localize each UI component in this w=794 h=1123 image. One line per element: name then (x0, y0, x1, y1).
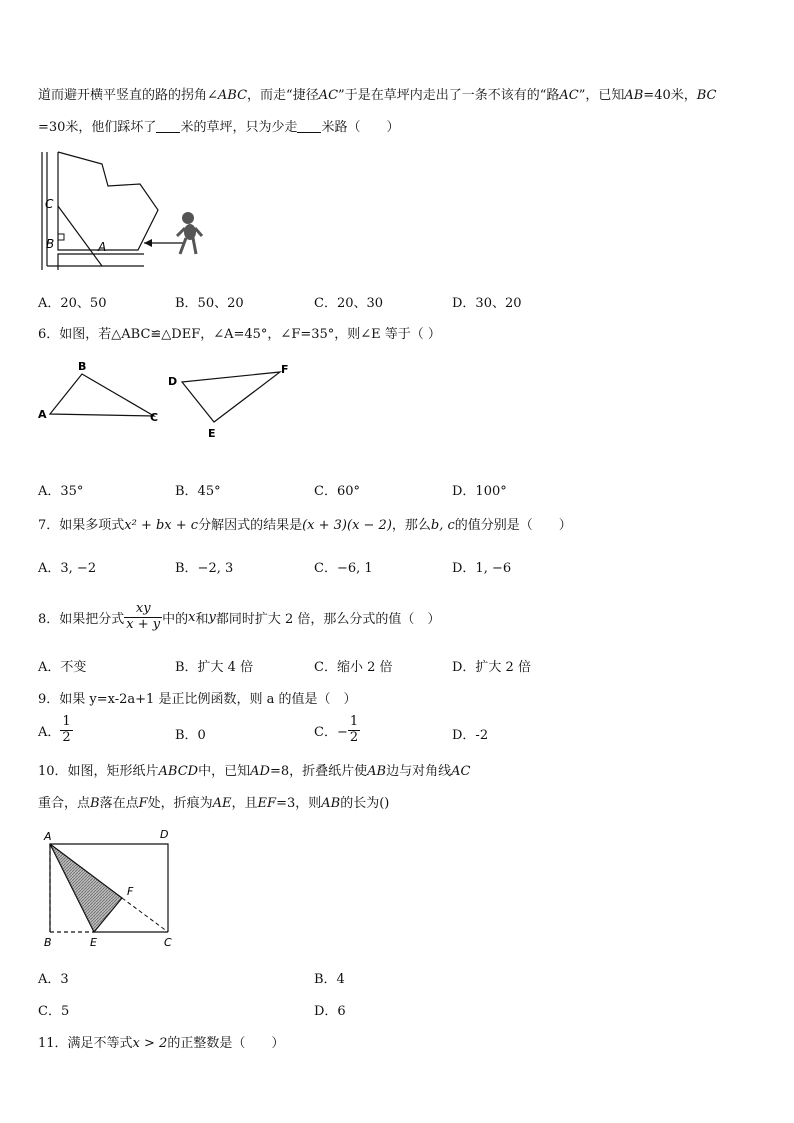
lawn-outline (58, 152, 158, 250)
path-ac (58, 206, 102, 266)
q11-stem: 11．满足不等式x > 2的正整数是（ ） (38, 1036, 285, 1051)
q6-option-c[interactable]: C．60° (314, 484, 360, 499)
q6-option-a[interactable]: A．35° (38, 484, 84, 499)
walking-person-icon (177, 212, 202, 254)
triangle-abc (50, 374, 154, 416)
q7-stem: 7．如果多项式x² + bx + c分解因式的结果是(x + 3)(x − 2)，那么b, c的值分别是（ ） (38, 518, 572, 533)
q6-triangles-figure (36, 356, 296, 444)
arrow-head (144, 239, 152, 247)
q9-option-b[interactable]: B．0 (175, 728, 206, 743)
q5-option-a[interactable]: A．20、50 (38, 296, 107, 311)
q10-line1: 10．如图，矩形纸片ABCD中，已知AD=8，折叠纸片使AB边与对角线AC (38, 764, 471, 779)
q8-option-c[interactable]: C．缩小 2 倍 (314, 660, 393, 675)
diagonal-fc-dashed (122, 898, 168, 932)
q5-lawn-figure (36, 148, 216, 272)
q10-rectangle-figure (36, 824, 186, 952)
q7-option-b[interactable]: B．−2, 3 (175, 561, 234, 576)
answer-blank (156, 120, 180, 133)
label-a: A (44, 830, 52, 843)
label-f: F (281, 363, 289, 376)
answer-blank (297, 120, 321, 133)
q9-option-a[interactable]: A． $\frac{1}{2}$ (38, 714, 71, 745)
label-d: D (160, 828, 169, 841)
fraction-xy-over-x-plus-y: $\frac{xy}{x + y}$ (126, 601, 161, 632)
q6-option-d[interactable]: D．100° (452, 484, 507, 499)
right-angle-mark (58, 234, 64, 240)
q7-option-a[interactable]: A．3, −2 (38, 561, 97, 576)
road-bottom (58, 254, 144, 270)
q9-option-d[interactable]: D．-2 (452, 728, 489, 743)
q6-stem: 6．如图，若△ABC≌△DEF，∠A=45°，∠F=35°，则∠E 等于（ ） (38, 327, 441, 342)
q6-option-b[interactable]: B．45° (175, 484, 221, 499)
q5-line2: =30米，他们踩坏了 米的草坪，只为少走 米路（ ） (38, 120, 400, 135)
q10-option-a[interactable]: A．3 (38, 972, 69, 987)
label-a: A (98, 240, 107, 254)
q9-stem: 9．如果 y=x-2a+1 是正比例函数，则 a 的值是（ ） (38, 692, 357, 707)
fraction-one-half: $\frac{1}{2}$ (62, 714, 71, 745)
folded-triangle-afe (50, 844, 122, 932)
label-b: B (44, 936, 52, 949)
q10-option-b[interactable]: B．4 (314, 972, 345, 987)
label-c: C (164, 936, 172, 949)
label-b: B (78, 360, 87, 373)
q5-option-b[interactable]: B．50、20 (175, 296, 244, 311)
q5-option-c[interactable]: C．20、30 (314, 296, 384, 311)
q7-option-c[interactable]: C．−6, 1 (314, 561, 373, 576)
q10-option-d[interactable]: D．6 (314, 1004, 346, 1019)
q10-option-c[interactable]: C．5 (38, 1004, 70, 1019)
q10-line2: 重合，点B落在点F处，折痕为AE，且EF=3，则AB的长为() (38, 796, 390, 811)
label-c: C (150, 411, 159, 424)
q9-option-c[interactable]: C．− $\frac{1}{2}$ (314, 714, 359, 745)
label-e: E (208, 427, 216, 440)
q8-option-d[interactable]: D．扩大 2 倍 (452, 660, 531, 675)
label-c: C (45, 197, 54, 211)
fraction-one-half: $\frac{1}{2}$ (349, 714, 359, 745)
q5-option-d[interactable]: D．30、20 (452, 296, 522, 311)
q8-stem: 8．如果把分式 $\frac{xy}{x + y}$ 中的 x 和 y 都同时扩大 2 倍，那么分式的值（ ） (38, 601, 441, 632)
label-d: D (168, 375, 178, 388)
label-e: E (90, 936, 97, 949)
triangle-def (182, 372, 280, 422)
q8-option-b[interactable]: B．扩大 4 倍 (175, 660, 254, 675)
label-a: A (38, 408, 47, 421)
label-b: B (46, 237, 55, 251)
label-f: F (127, 885, 134, 898)
q8-option-a[interactable]: A．不变 (38, 660, 87, 675)
q5-line1: 道而避开横平竖直的路的拐角∠ABC，而走“捷径AC”于是在草坪内走出了一条不该有的“路AC”，已知AB=40米，BC (38, 88, 717, 103)
q7-option-d[interactable]: D．1, −6 (452, 561, 512, 576)
